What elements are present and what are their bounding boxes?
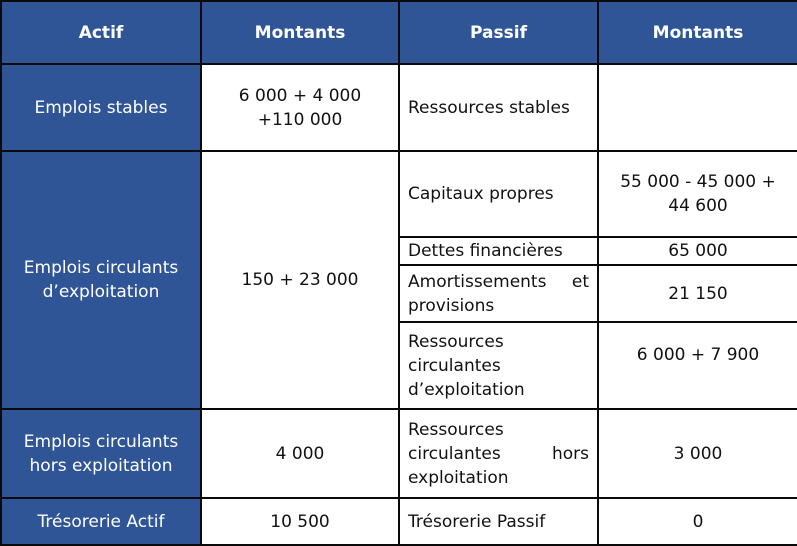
echе-line1: Emplois circulants xyxy=(23,431,179,452)
emplois-circulants-exploitation-line2: d’exploitation xyxy=(42,282,160,302)
header-montants-passif: Montants xyxy=(598,1,797,64)
capitaux-propres-amount xyxy=(598,151,797,237)
amortissements-provisions-label xyxy=(399,265,598,322)
capitaux-propres-text: Capitaux propres xyxy=(408,184,554,204)
emplois-stables-amount-line1: 6 000 + 4 000 xyxy=(238,85,362,106)
emplois-circulants-hors-exploitation-label xyxy=(1,409,201,498)
dettes-financieres-amount: 65 000 xyxy=(598,237,797,265)
header-actif: Actif xyxy=(1,1,201,64)
header-row xyxy=(1,1,797,64)
table-row-capitaux-propres xyxy=(1,151,797,237)
capitaux-propres-label xyxy=(399,151,598,237)
rche-circulantes-word: circulantes xyxy=(408,443,501,464)
amortissements-line1 xyxy=(408,270,589,294)
ressources-stables-label xyxy=(399,64,598,151)
emplois-circulants-hors-exploitation-amount: 4 000 xyxy=(201,409,399,498)
table-row-stables xyxy=(1,64,797,151)
table-row-hors-exploitation xyxy=(1,409,797,498)
capitaux-propres-amount-line1: 55 000 - 45 000 + xyxy=(620,172,776,192)
header-passif: Passif xyxy=(399,1,598,64)
ressources-circulantes-hors-exploitation-amount: 3 000 xyxy=(598,409,797,498)
emplois-stables-amount xyxy=(201,64,399,151)
emplois-stables-text: Emplois stables xyxy=(34,97,168,118)
amortissements-provisions-amount: 21 150 xyxy=(598,265,797,322)
rce-line2: circulantes xyxy=(408,355,501,376)
capitaux-propres-amount-line2: 44 600 xyxy=(668,196,728,216)
rce-line1: Ressources xyxy=(408,331,504,352)
eche-line2: hors exploitation xyxy=(29,455,173,476)
emplois-stables-amount-line2: +110 000 xyxy=(257,109,343,130)
emplois-stables-label xyxy=(1,64,201,151)
emplois-circulants-exploitation-line1: Emplois circulants xyxy=(23,258,179,278)
provisions-word: provisions xyxy=(408,295,495,316)
emplois-circulants-exploitation-label xyxy=(1,151,201,409)
et-word: et xyxy=(571,271,589,292)
tresorerie-passif-label: Trésorerie Passif xyxy=(399,498,598,545)
emplois-circulants-exploitation-amount: 150 + 23 000 xyxy=(201,151,399,409)
ressources-circulantes-exploitation-label xyxy=(399,322,598,409)
rche-line1: Ressources xyxy=(408,419,504,440)
rche-line3: exploitation xyxy=(408,467,509,488)
ressources-circulantes-exploitation-amount: 6 000 + 7 900 xyxy=(598,322,797,409)
tresorerie-passif-amount: 0 xyxy=(598,498,797,545)
header-montants-actif: Montants xyxy=(201,1,399,64)
rche-hors-word: hors xyxy=(551,443,589,464)
amortissements-word: Amortissements xyxy=(408,271,547,292)
dettes-financieres-label: Dettes financières xyxy=(399,237,598,265)
tresorerie-actif-label: Trésorerie Actif xyxy=(1,498,201,545)
rche-line2 xyxy=(408,442,589,466)
rce-line3: d’exploitation xyxy=(408,379,525,400)
tresorerie-actif-amount: 10 500 xyxy=(201,498,399,545)
ressources-stables-text: Ressources stables xyxy=(408,97,570,118)
ressources-circulantes-hors-exploitation-label xyxy=(399,409,598,498)
table-row-tresorerie xyxy=(1,498,797,545)
ressources-stables-amount xyxy=(598,64,797,151)
